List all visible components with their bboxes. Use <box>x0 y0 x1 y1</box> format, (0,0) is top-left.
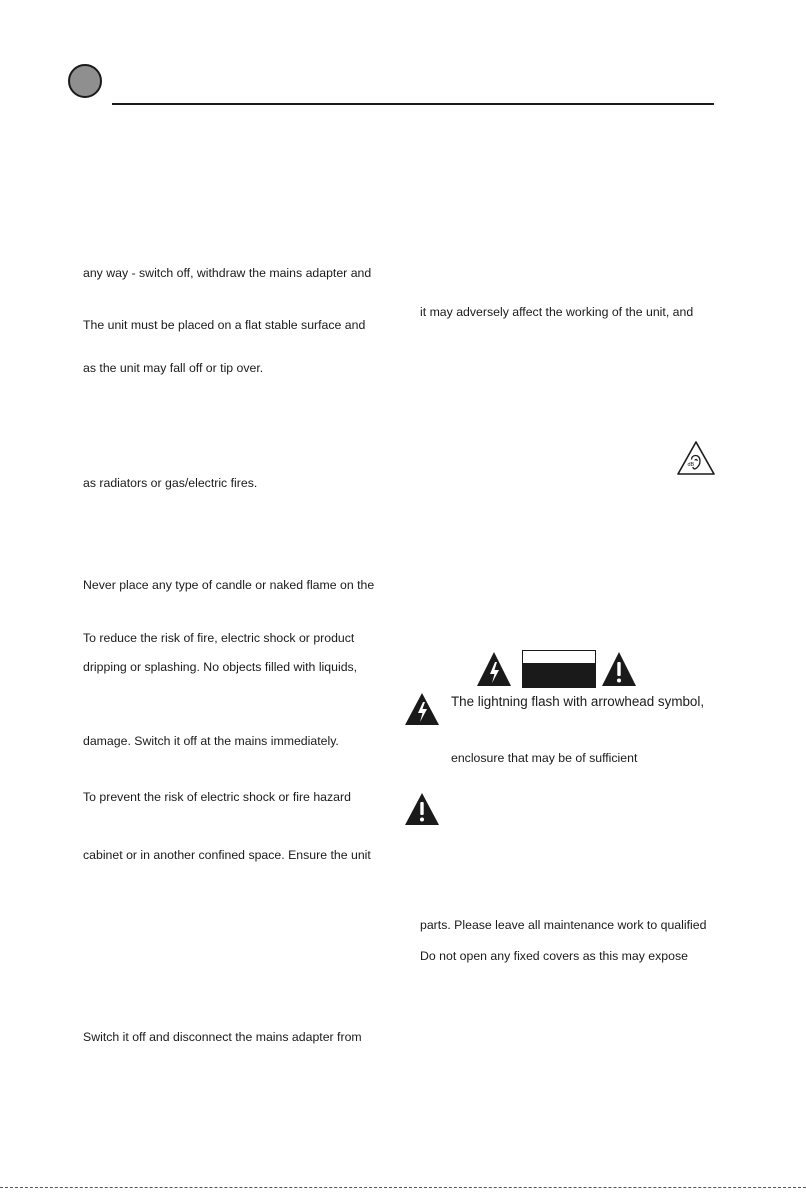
enclosure-text: enclosure that may be of sufficient <box>451 751 638 765</box>
left-text-line: as radiators or gas/electric fires. <box>83 476 258 490</box>
section-badge-icon <box>68 64 102 98</box>
exclamation-triangle-icon <box>404 792 440 826</box>
left-text-line: Never place any type of candle or naked flame on the <box>83 578 375 592</box>
page-bottom-edge <box>0 1187 806 1188</box>
left-text-line: The unit must be placed on a flat stable surface and <box>83 318 366 332</box>
lightning-triangle-icon <box>404 692 440 726</box>
left-text-line: damage. Switch it off at the mains immediately. <box>83 734 339 748</box>
left-text-line: cabinet or in another confined space. Ensure the unit <box>83 848 371 862</box>
left-text-line: dripping or splashing. No objects filled with liquids, <box>83 660 358 674</box>
left-text-line: as the unit may fall off or tip over. <box>83 361 264 375</box>
right-text-line: parts. Please leave all maintenance work to qualified <box>420 918 707 932</box>
hearing-protection-icon <box>676 440 716 476</box>
left-text-line: Switch it off and disconnect the mains adapter from <box>83 1030 362 1044</box>
exclamation-triangle-icon <box>601 651 637 687</box>
svg-text:dB: dB <box>687 462 695 468</box>
lightning-triangle-icon <box>476 651 512 687</box>
caution-label-box <box>522 650 596 688</box>
header-rule <box>112 103 714 105</box>
right-text-line: Do not open any fixed covers as this may expose <box>420 949 688 963</box>
lightning-symbol-text: The lightning flash with arrowhead symbol, <box>451 694 705 709</box>
left-text-line: To prevent the risk of electric shock or fire hazard <box>83 790 351 804</box>
left-text-line: any way - switch off, withdraw the mains adapter and <box>83 266 372 280</box>
left-text-line: To reduce the risk of fire, electric shock or product <box>83 631 355 645</box>
right-text-line: it may adversely affect the working of the unit, and <box>420 305 694 319</box>
